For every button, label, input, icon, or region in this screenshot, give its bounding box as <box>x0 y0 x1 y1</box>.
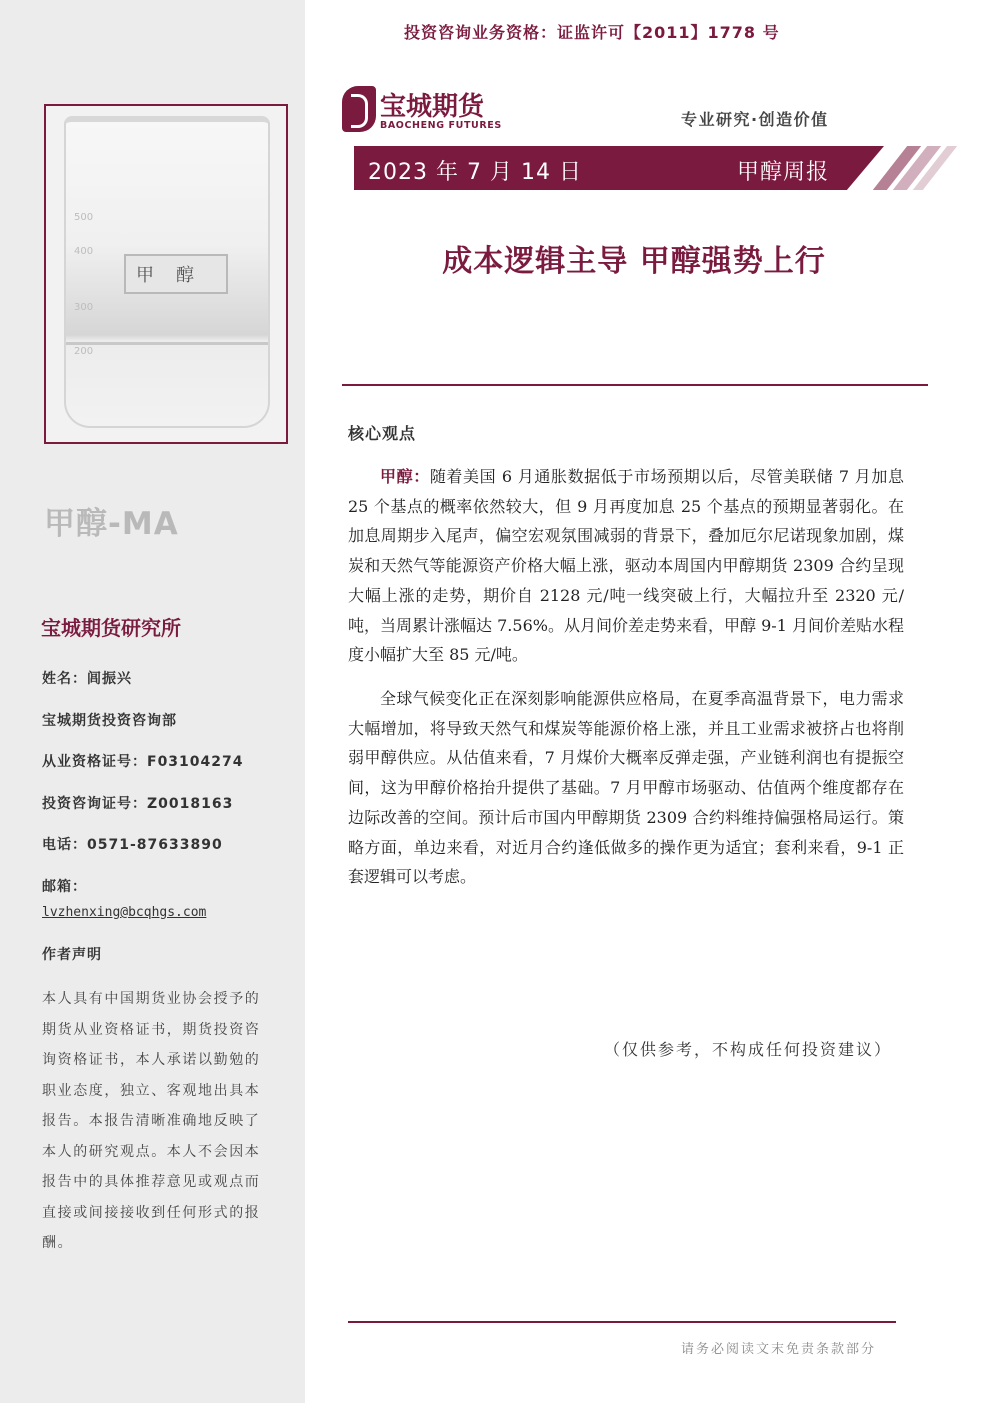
footer-note: 请务必阅读文末免责条款部分 <box>681 1342 877 1357</box>
left-sidebar <box>0 0 305 1403</box>
paragraph-lead: 甲醇： <box>380 467 430 486</box>
paragraph-1-text: 随着美国 6 月通胀数据低于市场预期以后，尽管美联储 7 月加息 25 个基点的概率依然较大，但 9 月再度加息 25 个基点的预期显著弱化。在加息周期步入尾声，偏空宏观氛围减弱的背景下，叠加厄尔尼诺现象加剧，煤炭和天然气等能源资产价格大幅上涨，驱动本周国内甲醇期货 2309 合约呈现大幅上涨的走势，期价自 2128 元/吨一线突破上行，大幅拉升至 2320 元/吨，当周累计涨幅达 7.56%。从月间价差走势来看，甲醇 9-1 月间价差贴水程度小幅扩大至 85 元/吨。 <box>348 467 904 665</box>
product-photo <box>44 104 288 444</box>
footer-divider <box>348 1321 896 1323</box>
divider <box>342 384 928 386</box>
institute-name: 宝城期货研究所 <box>41 616 181 640</box>
department: 宝城期货投资咨询部 <box>42 713 177 729</box>
report-headline: 成本逻辑主导 甲醇强势上行 <box>442 244 826 279</box>
license-line: 投资咨询业务资格：证监许可【2011】1778 号 <box>404 23 780 42</box>
disclaimer-note: （仅供参考，不构成任何投资建议） <box>604 1040 893 1059</box>
report-type: 甲醇周报 <box>737 160 830 185</box>
logo-cn: 宝城期货 <box>380 92 485 122</box>
email-link[interactable]: lvzhenxing@bcqhgs.com <box>42 905 207 920</box>
report-date: 2023 年 7 月 14 日 <box>368 160 582 185</box>
liquid-level <box>66 342 268 345</box>
product-name: 甲醇-MA <box>44 506 179 542</box>
logo-mark-icon <box>342 86 376 132</box>
beaker-mark: 500 <box>74 212 94 223</box>
consult-cert-number: 投资咨询证号：Z0018163 <box>42 796 234 812</box>
company-logo <box>342 86 522 136</box>
beaker-image <box>64 116 270 428</box>
statement-title: 作者声明 <box>42 947 102 963</box>
email-label: 邮箱： <box>42 879 87 895</box>
paragraph-2: 全球气候变化正在深刻影响能源供应格局，在夏季高温背景下，电力需求大幅增加，将导致天然气和煤炭等能源价格上涨，并且工业需求被挤占也将削弱甲醇供应。从估值来看，7 月煤价大概率反弹走强，产业链利润也有提振空间，这为甲醇价格抬升提供了基础。7 月甲醇市场驱动、估值两个维度都存在边际改善的空间。预计后市国内甲醇期货 2309 合约料维持偏强格局运行。策略方面，单边来看，对近月合约逢低做多的操作更为适宜；套利来看，9-1 正套逻辑可以考虑。 <box>348 689 904 887</box>
slogan: 专业研究·创造价值 <box>681 110 829 129</box>
beaker-label: 甲醇 <box>124 254 228 294</box>
beaker-mark: 400 <box>74 246 94 257</box>
qualification-number: 从业资格证号：F03104274 <box>42 754 244 770</box>
phone: 电话：0571-87633890 <box>42 837 223 853</box>
beaker-mark: 300 <box>74 302 94 313</box>
logo-en: BAOCHENG FUTURES <box>380 120 502 131</box>
paragraph-1 <box>348 462 904 670</box>
analyst-name: 姓名：闾振兴 <box>42 671 132 687</box>
section-heading: 核心观点 <box>348 424 417 443</box>
author-statement: 本人具有中国期货业协会授予的期货从业资格证书，期货投资咨询资格证书，本人承诺以勤勉的职业态度，独立、客观地出具本报告。本报告清晰准确地反映了本人的研究观点。本人不会因本报告中的具体推荐意见或观点而直接或间接接收到任何形式的报酬。 <box>42 991 261 1251</box>
beaker-mark: 200 <box>74 346 94 357</box>
